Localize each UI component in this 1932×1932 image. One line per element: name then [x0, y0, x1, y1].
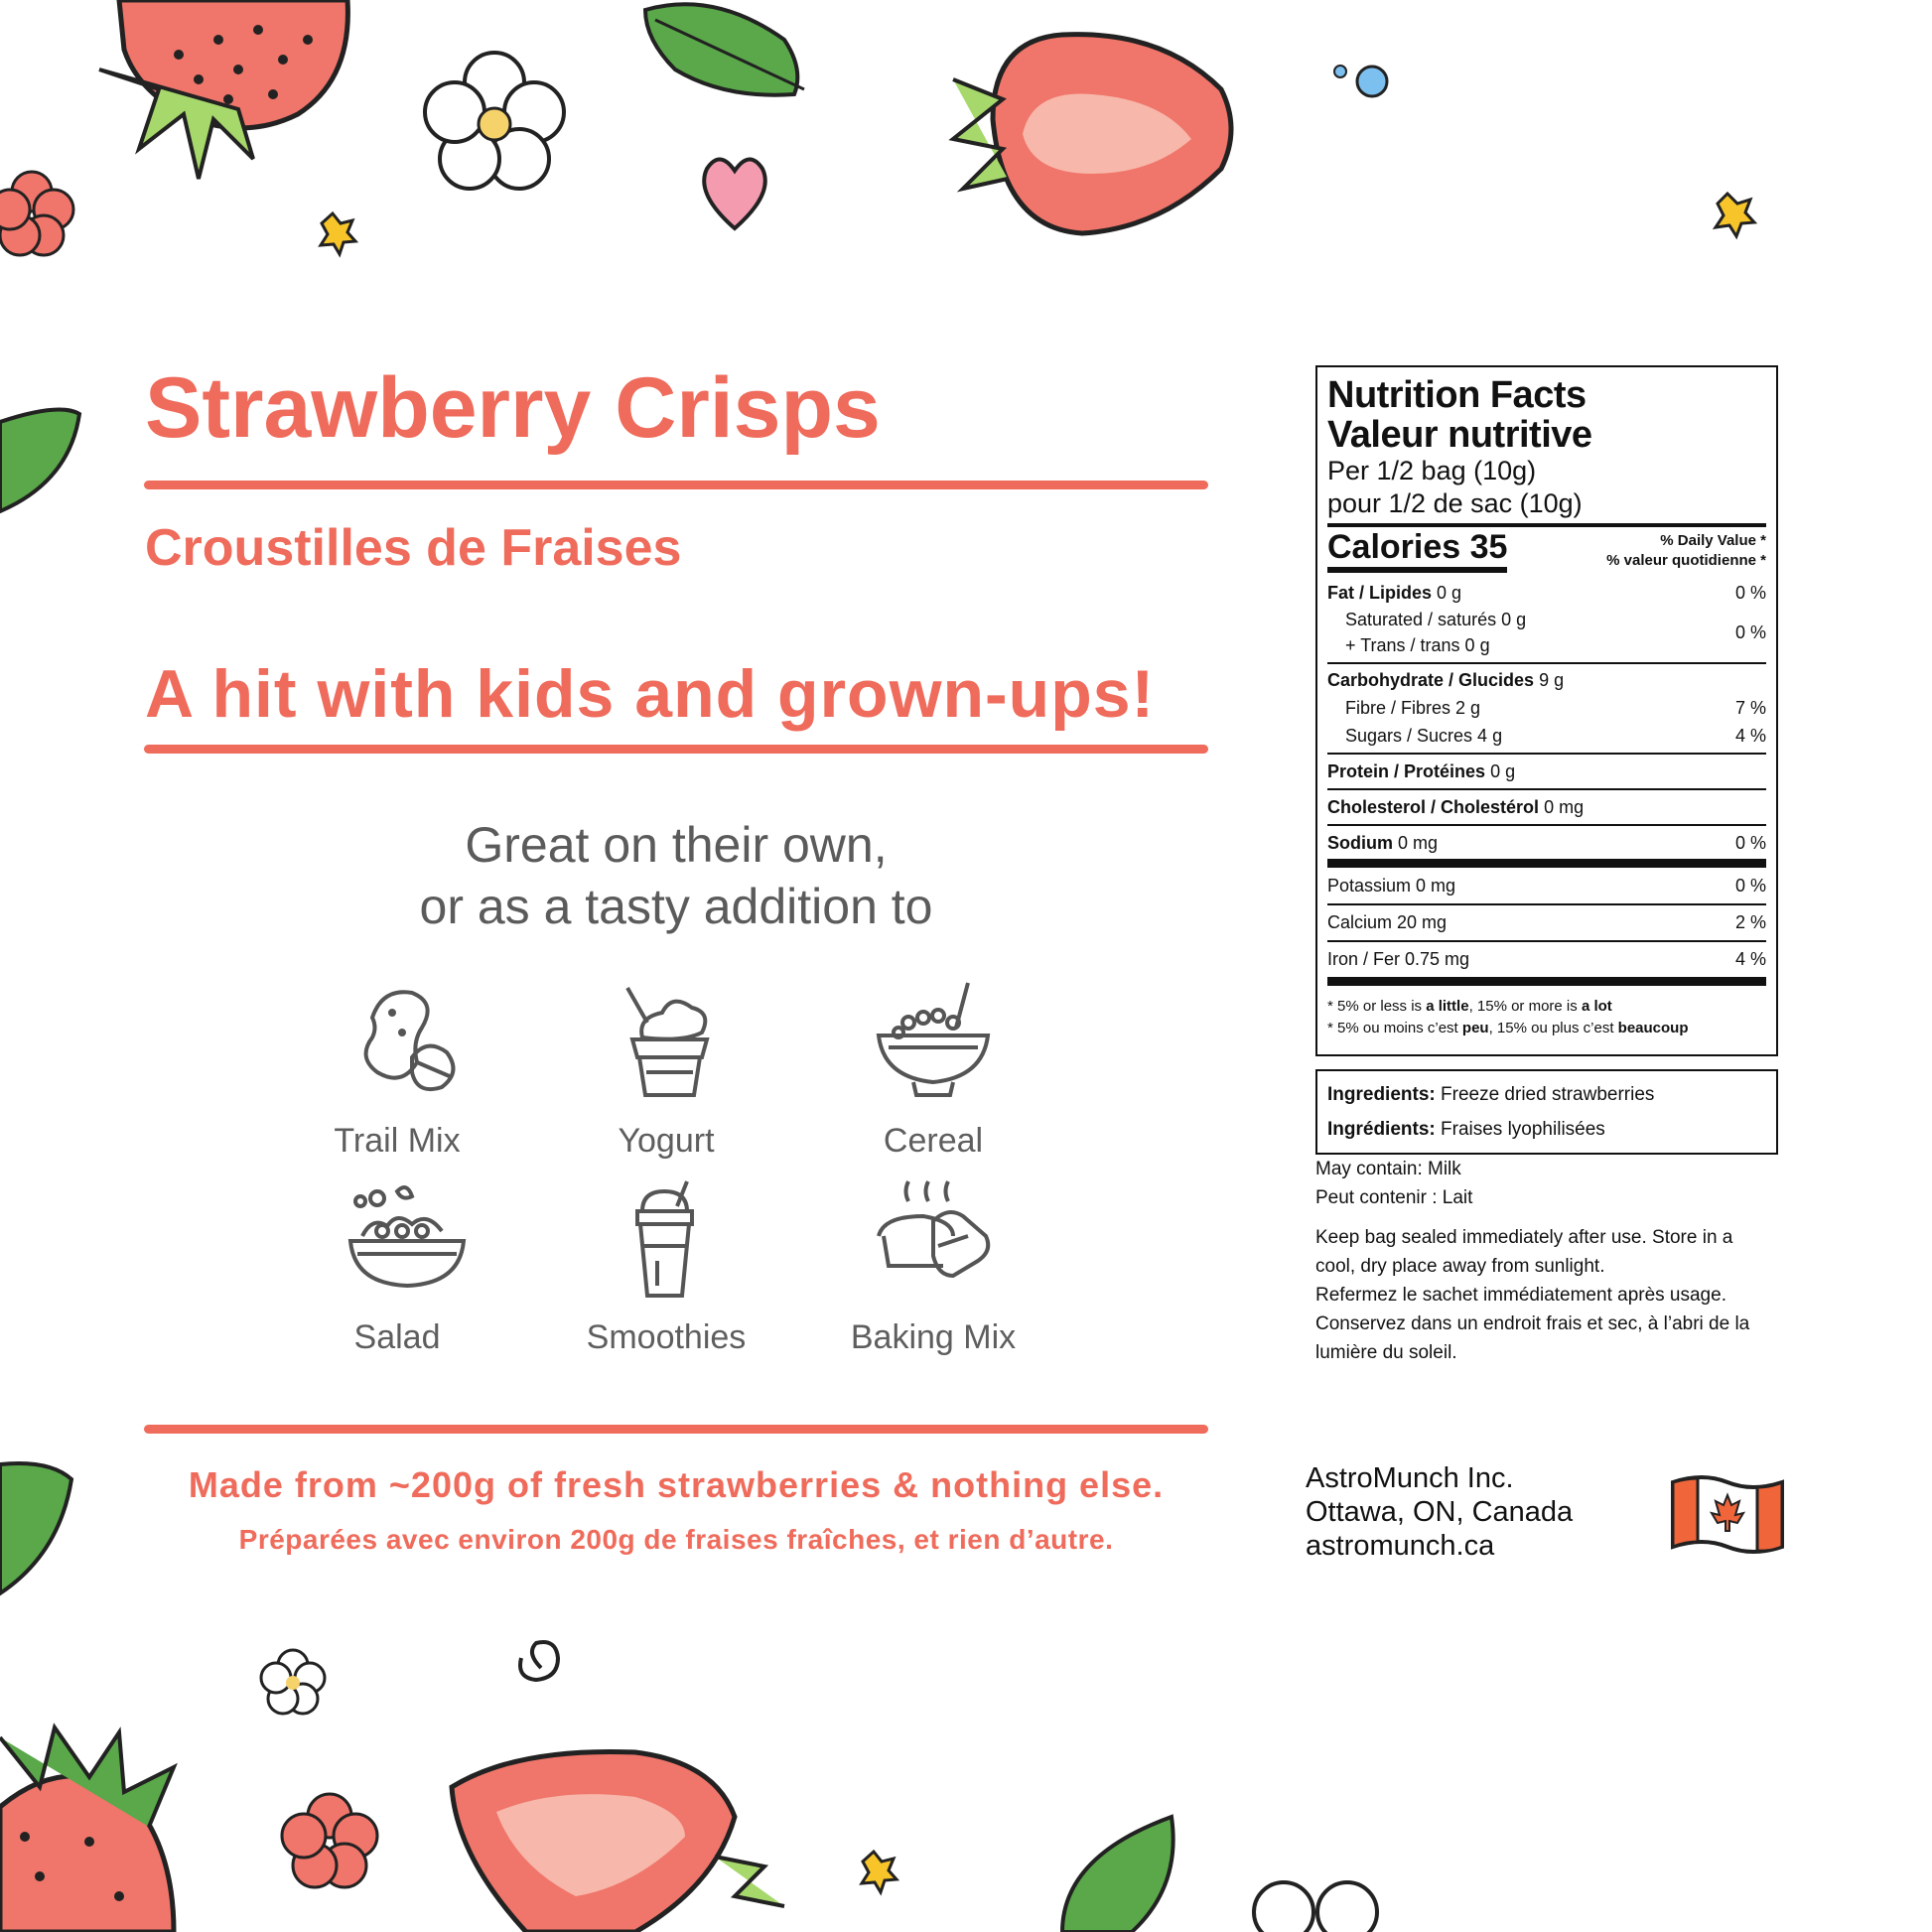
protein-amount: 0 g	[1490, 761, 1516, 781]
sodium-amount: 0 mg	[1398, 833, 1439, 853]
nutrition-heading-en: Nutrition Facts	[1327, 374, 1587, 416]
calcium-label: Calcium 20 mg	[1327, 912, 1448, 932]
sodium-row	[1327, 829, 1766, 857]
fibre-label: Fibre / Fibres 2 g	[1345, 698, 1481, 718]
bubble-icon	[1334, 66, 1346, 77]
fat-label: Fat / Lipides	[1327, 583, 1433, 603]
divider	[1327, 903, 1766, 905]
divider	[1327, 788, 1766, 790]
divider	[1327, 662, 1766, 664]
flower-illustration	[261, 1650, 325, 1714]
allergens	[1315, 1155, 1772, 1212]
sugars-label: Sugars / Sucres 4 g	[1345, 726, 1503, 746]
strawberry-illustration	[0, 1727, 174, 1932]
storage-en: Keep bag sealed immediately after use. Store in a cool, dry place away from sunlight.	[1315, 1227, 1733, 1277]
use-label-baking-mix: Baking Mix	[850, 1318, 1017, 1356]
title-divider	[144, 481, 1208, 489]
decor-left-leaf	[0, 402, 89, 521]
red-flower-illustration	[0, 172, 73, 255]
sodium-label: Sodium	[1327, 833, 1393, 853]
product-title: Strawberry Crisps	[145, 360, 881, 456]
potassium-label: Potassium 0 mg	[1327, 876, 1456, 896]
potassium-row	[1327, 872, 1766, 899]
star-icon	[1716, 194, 1754, 236]
divider	[1327, 824, 1766, 826]
star-icon	[862, 1852, 897, 1892]
baking-mitt-icon	[869, 1176, 998, 1306]
sodium-dv: 0 %	[1734, 833, 1766, 853]
leaf-illustration	[1062, 1817, 1173, 1932]
tagline: A hit with kids and grown-ups!	[145, 656, 1156, 732]
nutrition-heading-fr: Valeur nutritive	[1327, 414, 1592, 456]
footnote-en: * 5% or less is a little, 15% or more is a lot	[1327, 998, 1612, 1015]
storage-fr: Refermez le sachet immédiatement après usage. Conservez dans un endroit frais et sec, à l’abri de la lumière du soleil.	[1315, 1285, 1750, 1363]
fibre-dv: 7 %	[1734, 698, 1766, 718]
carb-amount: 9 g	[1539, 670, 1565, 690]
use-label-yogurt: Yogurt	[618, 1122, 715, 1160]
daily-value-header	[1606, 531, 1766, 571]
cholesterol-label: Cholesterol / Cholestérol	[1327, 797, 1540, 817]
daily-value-en: % Daily Value *	[1660, 532, 1766, 549]
allergens-fr: Peut contenir : Lait	[1315, 1187, 1473, 1208]
intro-line-1: Great on their own,	[465, 817, 888, 873]
ingredients-en: Ingredients: Freeze dried strawberries	[1327, 1084, 1655, 1105]
decor-left-leaf-2	[0, 1454, 79, 1603]
made-from-fr: Préparées avec environ 200g de fraises fraîches, et rien d’autre.	[238, 1524, 1114, 1555]
allergens-en: May contain: Milk	[1315, 1159, 1461, 1179]
sat-trans-row	[1327, 607, 1766, 658]
fat-row	[1327, 579, 1766, 607]
leaf-illustration	[645, 4, 804, 94]
carb-row	[1327, 666, 1766, 694]
company-website: astromunch.ca	[1306, 1530, 1495, 1562]
product-subtitle-fr: Croustilles de Fraises	[145, 519, 682, 577]
use-label-salad: Salad	[353, 1318, 441, 1356]
potassium-dv: 0 %	[1734, 876, 1766, 896]
strawberry-half-illustration	[452, 1751, 784, 1932]
made-from-en: Made from ~200g of fresh strawberries & nothing else.	[188, 1464, 1165, 1505]
use-label-smoothies: Smoothies	[586, 1318, 747, 1356]
iron-row	[1327, 945, 1766, 973]
daily-value-footnote	[1327, 990, 1766, 1039]
footnote-fr: * 5% ou moins c’est peu, 15% ou plus c’est beaucoup	[1327, 1020, 1689, 1036]
sugars-row	[1327, 722, 1766, 750]
serving-size-fr: pour 1/2 de sac (10g)	[1327, 488, 1583, 518]
serving-size-en: Per 1/2 bag (10g)	[1327, 456, 1537, 485]
saturated-label: Saturated / saturés 0 g	[1345, 610, 1527, 629]
trans-label: + Trans / trans 0 g	[1345, 635, 1490, 655]
heart-icon	[704, 159, 765, 228]
divider	[1327, 940, 1766, 942]
iron-label: Iron / Fer 0.75 mg	[1327, 949, 1470, 969]
protein-label: Protein / Protéines	[1327, 761, 1486, 781]
flower-illustration	[1254, 1882, 1377, 1932]
fat-amount: 0 g	[1437, 583, 1462, 603]
cereal-bowl-icon	[869, 978, 998, 1107]
canada-flag-icon	[1668, 1467, 1787, 1562]
swirl-icon	[520, 1642, 558, 1680]
bottom-divider	[144, 1425, 1208, 1434]
calcium-dv: 2 %	[1734, 912, 1766, 932]
iron-dv: 4 %	[1734, 949, 1766, 969]
intro-text	[145, 814, 1207, 937]
star-icon	[321, 213, 355, 254]
divider	[1327, 753, 1766, 755]
daily-value-fr: % valeur quotidienne *	[1606, 552, 1766, 569]
company-city: Ottawa, ON, Canada	[1306, 1496, 1574, 1528]
ingredients-box	[1315, 1069, 1778, 1155]
calories-row	[1327, 527, 1766, 579]
decor-top	[0, 0, 1932, 328]
strawberry-half-illustration	[953, 35, 1231, 233]
storage-instructions	[1315, 1223, 1772, 1367]
strawberry-illustration	[99, 0, 347, 179]
carb-label: Carbohydrate / Glucides	[1327, 670, 1535, 690]
company-info	[1306, 1461, 1573, 1563]
sugars-dv: 4 %	[1734, 726, 1766, 746]
divider	[1327, 977, 1766, 986]
salad-bowl-icon	[343, 1176, 472, 1306]
use-label-cereal: Cereal	[883, 1122, 984, 1160]
yogurt-icon	[603, 978, 732, 1107]
cholesterol-row	[1327, 793, 1766, 821]
decor-bottom	[0, 1638, 1932, 1932]
cholesterol-amount: 0 mg	[1544, 797, 1585, 817]
nuts-icon	[343, 978, 472, 1107]
smoothie-icon	[603, 1176, 732, 1306]
use-label-trail-mix: Trail Mix	[334, 1122, 461, 1160]
tagline-divider	[144, 745, 1208, 754]
sat-trans-dv: 0 %	[1734, 622, 1766, 642]
ingredients-fr: Ingrédients: Fraises lyophilisées	[1327, 1119, 1605, 1140]
intro-line-2: or as a tasty addition to	[419, 879, 933, 934]
company-name: AstroMunch Inc.	[1306, 1462, 1514, 1494]
divider	[1327, 859, 1766, 868]
fibre-row	[1327, 694, 1766, 722]
protein-row	[1327, 758, 1766, 785]
calories: Calories 35	[1327, 527, 1507, 573]
bubble-icon	[1357, 67, 1387, 96]
nutrition-facts-panel	[1315, 365, 1778, 1056]
fat-dv: 0 %	[1734, 583, 1766, 603]
calcium-row	[1327, 908, 1766, 936]
flower-illustration	[425, 53, 564, 189]
red-flower-illustration	[282, 1794, 377, 1887]
